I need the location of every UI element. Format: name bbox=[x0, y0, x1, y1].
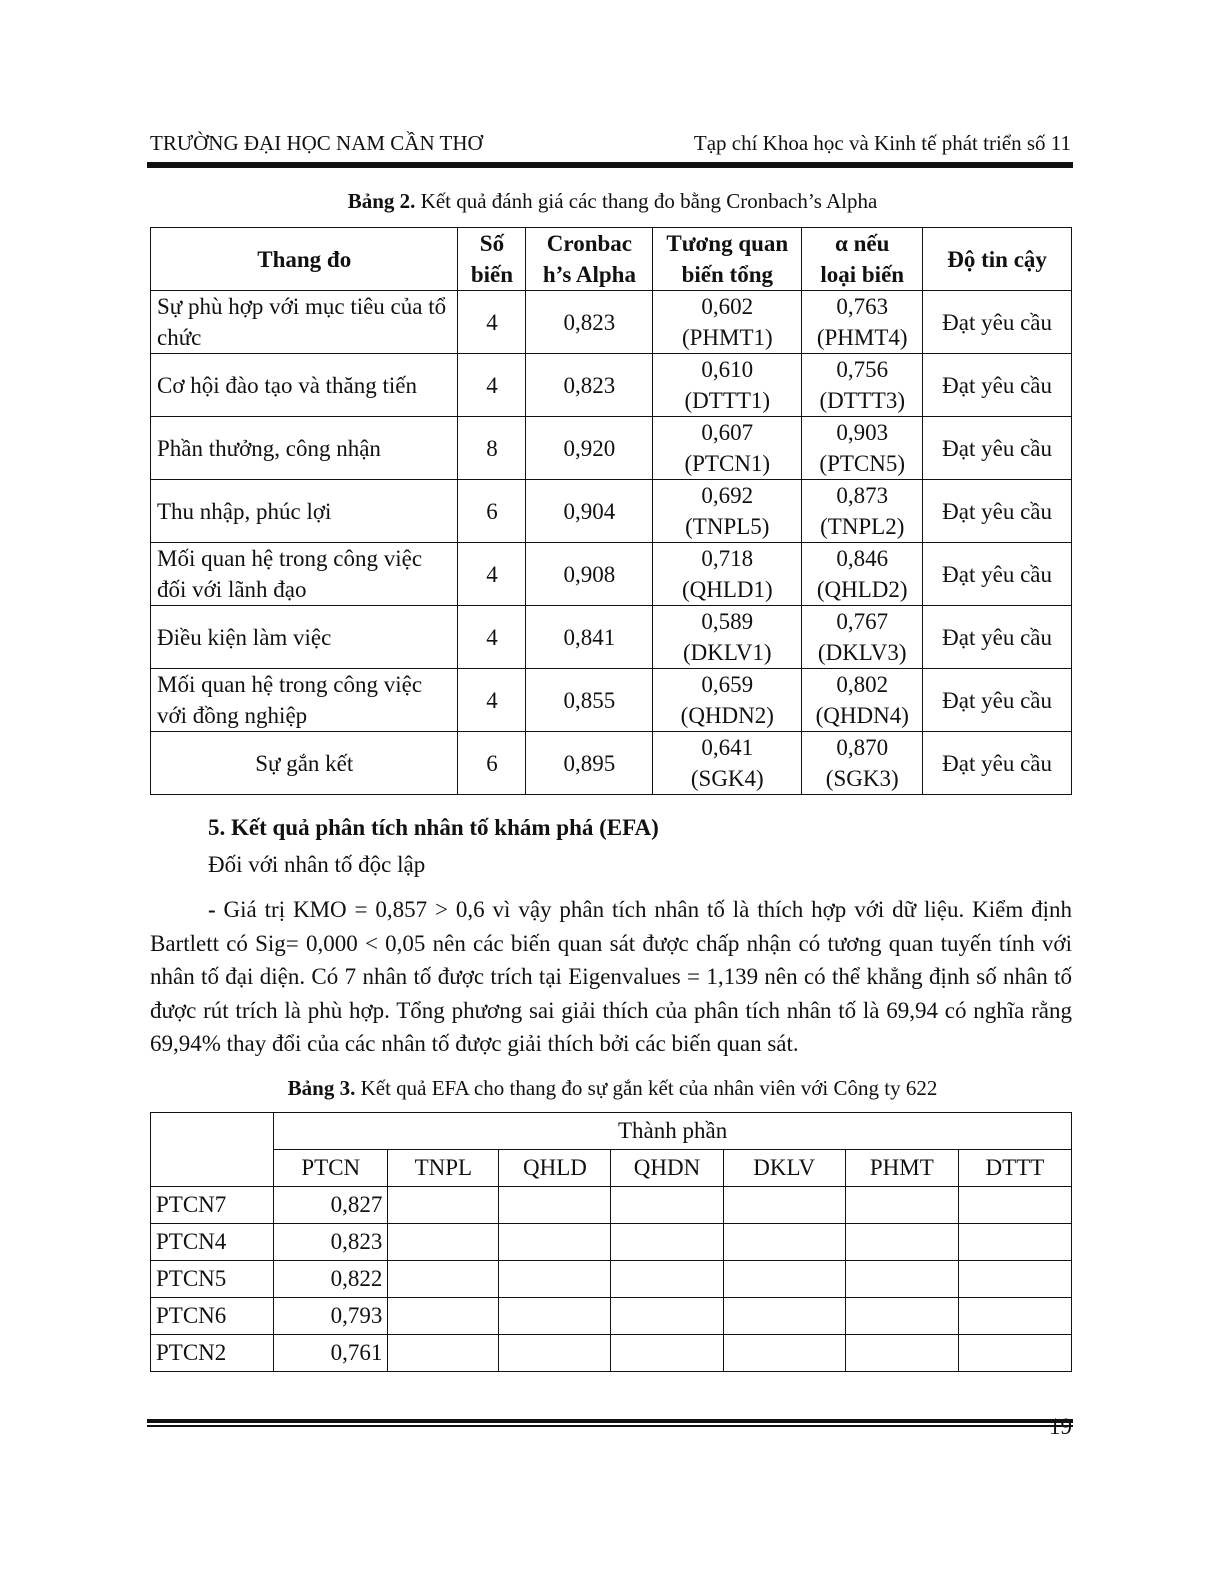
min-correlation-item: (QHDN2) bbox=[680, 703, 774, 728]
table3-row-label: PTCN6 bbox=[151, 1298, 274, 1335]
table3-loading-cell bbox=[845, 1261, 958, 1298]
table3-loading-cell bbox=[499, 1224, 611, 1261]
alpha-if-deleted-item: (TNPL2) bbox=[820, 514, 905, 539]
table3-row-label: PTCN5 bbox=[151, 1261, 274, 1298]
min-correlation-item: (DTTT1) bbox=[684, 388, 771, 413]
header-journal-title: Tạp chí Khoa học và Kinh tế phát triển số 11 bbox=[693, 131, 1071, 155]
table3-loading-cell bbox=[723, 1335, 845, 1372]
table3-loading-cell bbox=[723, 1187, 845, 1224]
reliability-cell: Đạt yêu cầu bbox=[923, 291, 1072, 354]
table3-loading-cell bbox=[723, 1224, 845, 1261]
table2-row bbox=[151, 417, 1072, 480]
cronbach-alpha-cell: 0,908 bbox=[526, 543, 653, 606]
table3-loading-cell bbox=[499, 1335, 611, 1372]
page-number: 19 bbox=[1049, 1414, 1072, 1439]
table3-loading-cell bbox=[958, 1335, 1071, 1372]
table2-header-cell: Tương quan biến tổng bbox=[653, 228, 802, 291]
table3-column-header: QHLD bbox=[499, 1150, 611, 1187]
min-correlation-value: 0,659 bbox=[701, 672, 754, 697]
alpha-if-deleted-item: (QHDN4) bbox=[815, 703, 909, 728]
item-count-cell: 4 bbox=[458, 606, 526, 669]
alpha-if-deleted-item: (DTTT3) bbox=[819, 388, 906, 413]
table3-corner-cell bbox=[151, 1113, 274, 1187]
table3-loading-cell bbox=[845, 1335, 958, 1372]
min-correlation-value: 0,607 bbox=[701, 420, 754, 445]
table3-loading-cell: 0,827 bbox=[274, 1187, 388, 1224]
table3-loading-cell bbox=[611, 1187, 723, 1224]
table3-loading-cell bbox=[499, 1298, 611, 1335]
table3-loading-cell: 0,822 bbox=[274, 1261, 388, 1298]
section-title: 5. Kết quả phân tích nhân tố khám phá (EFA) bbox=[208, 815, 659, 840]
cronbach-alpha-table bbox=[150, 227, 1072, 795]
table3-loading-cell bbox=[845, 1187, 958, 1224]
min-correlation-item: (PHMT1) bbox=[681, 325, 773, 350]
table2-row bbox=[151, 543, 1072, 606]
table3-row bbox=[151, 1187, 1072, 1224]
body-paragraph bbox=[150, 893, 1072, 1061]
scale-name-cell: Mối quan hệ trong công việc đối với lãnh đạo bbox=[151, 543, 458, 606]
item-total-correlation-cell bbox=[653, 417, 802, 480]
table3-column-header: DKLV bbox=[723, 1150, 845, 1187]
table3-loading-cell bbox=[611, 1335, 723, 1372]
reliability-cell: Đạt yêu cầu bbox=[923, 543, 1072, 606]
table3-row-label: PTCN4 bbox=[151, 1224, 274, 1261]
alpha-if-deleted-cell bbox=[802, 354, 923, 417]
table3-loading-cell bbox=[958, 1187, 1071, 1224]
table3-loading-cell bbox=[845, 1298, 958, 1335]
table2-header-cell: Cronbac h’s Alpha bbox=[526, 228, 653, 291]
min-correlation-value: 0,718 bbox=[701, 546, 754, 571]
min-correlation-value: 0,692 bbox=[701, 483, 754, 508]
table3-row bbox=[151, 1335, 1072, 1372]
header-rule bbox=[147, 162, 1073, 168]
table2-row bbox=[151, 480, 1072, 543]
alpha-if-deleted-item: (PTCN5) bbox=[819, 451, 906, 476]
table3-loading-cell bbox=[611, 1224, 723, 1261]
item-count-cell: 6 bbox=[458, 732, 526, 795]
alpha-if-deleted-value: 0,767 bbox=[836, 609, 889, 634]
alpha-if-deleted-value: 0,846 bbox=[836, 546, 889, 571]
cronbach-alpha-cell: 0,855 bbox=[526, 669, 653, 732]
table3-loading-cell bbox=[958, 1224, 1071, 1261]
table3-column-header: TNPL bbox=[388, 1150, 499, 1187]
table3-caption-label: Bảng 3. bbox=[287, 1076, 356, 1100]
table3-loading-cell bbox=[499, 1261, 611, 1298]
table3-loading-cell bbox=[611, 1298, 723, 1335]
table3-loading-cell bbox=[388, 1187, 499, 1224]
table2-caption-text: Kết quả đánh giá các thang đo bằng Cronbach’s Alpha bbox=[415, 189, 878, 213]
min-correlation-item: (DKLV1) bbox=[683, 640, 772, 665]
item-total-correlation-cell bbox=[653, 732, 802, 795]
table3-column-header: PTCN bbox=[274, 1150, 388, 1187]
alpha-if-deleted-value: 0,870 bbox=[836, 735, 889, 760]
item-count-cell: 6 bbox=[458, 480, 526, 543]
running-header bbox=[150, 131, 1071, 161]
table3-loading-cell: 0,793 bbox=[274, 1298, 388, 1335]
table3-row bbox=[151, 1298, 1072, 1335]
table2-caption-label: Bảng 2. bbox=[347, 189, 416, 213]
table3-caption bbox=[0, 1076, 1225, 1101]
table2-row bbox=[151, 354, 1072, 417]
min-correlation-value: 0,610 bbox=[701, 357, 754, 382]
table3-loading-cell bbox=[388, 1261, 499, 1298]
table2-header-row bbox=[151, 228, 1072, 291]
reliability-cell: Đạt yêu cầu bbox=[923, 480, 1072, 543]
item-total-correlation-cell bbox=[653, 480, 802, 543]
item-count-cell: 4 bbox=[458, 291, 526, 354]
min-correlation-value: 0,641 bbox=[701, 735, 754, 760]
alpha-if-deleted-cell bbox=[802, 291, 923, 354]
alpha-if-deleted-cell bbox=[802, 669, 923, 732]
table3-loading-cell bbox=[388, 1224, 499, 1261]
alpha-if-deleted-value: 0,756 bbox=[836, 357, 889, 382]
table2-row bbox=[151, 291, 1072, 354]
table3-row bbox=[151, 1224, 1072, 1261]
reliability-cell: Đạt yêu cầu bbox=[923, 669, 1072, 732]
alpha-if-deleted-item: (DKLV3) bbox=[817, 640, 907, 665]
table3-row bbox=[151, 1261, 1072, 1298]
table3-loading-cell bbox=[499, 1187, 611, 1224]
table2-row bbox=[151, 732, 1072, 795]
item-count-cell: 8 bbox=[458, 417, 526, 480]
cronbach-alpha-cell: 0,841 bbox=[526, 606, 653, 669]
min-correlation-item: (QHLD1) bbox=[681, 577, 773, 602]
alpha-if-deleted-cell bbox=[802, 543, 923, 606]
table3-column-header: DTTT bbox=[958, 1150, 1071, 1187]
table2-caption bbox=[0, 189, 1225, 214]
scale-name-cell: Sự gắn kết bbox=[151, 732, 458, 795]
alpha-if-deleted-value: 0,903 bbox=[836, 420, 889, 445]
table3-loading-cell bbox=[958, 1298, 1071, 1335]
item-total-correlation-cell bbox=[653, 606, 802, 669]
scale-name-cell: Điều kiện làm việc bbox=[151, 606, 458, 669]
table3-loading-cell bbox=[388, 1298, 499, 1335]
table3-column-header-row bbox=[151, 1150, 1072, 1187]
item-total-correlation-cell bbox=[653, 354, 802, 417]
table3-loading-cell bbox=[723, 1261, 845, 1298]
alpha-if-deleted-value: 0,873 bbox=[836, 483, 889, 508]
table3-caption-text: Kết quả EFA cho thang đo sự gắn kết của nhân viên với Công ty 622 bbox=[355, 1076, 938, 1100]
alpha-if-deleted-cell bbox=[802, 417, 923, 480]
cronbach-alpha-cell: 0,823 bbox=[526, 354, 653, 417]
table3-loading-cell bbox=[845, 1224, 958, 1261]
table2-header-cell: Số biến bbox=[458, 228, 526, 291]
reliability-cell: Đạt yêu cầu bbox=[923, 354, 1072, 417]
reliability-cell: Đạt yêu cầu bbox=[923, 417, 1072, 480]
item-total-correlation-cell bbox=[653, 543, 802, 606]
alpha-if-deleted-value: 0,802 bbox=[836, 672, 889, 697]
cronbach-alpha-cell: 0,904 bbox=[526, 480, 653, 543]
alpha-if-deleted-cell bbox=[802, 606, 923, 669]
alpha-if-deleted-item: (QHLD2) bbox=[816, 577, 908, 602]
scale-name-cell: Mối quan hệ trong công việc với đồng nghiệp bbox=[151, 669, 458, 732]
table3-row-label: PTCN7 bbox=[151, 1187, 274, 1224]
table3-loading-cell bbox=[958, 1261, 1071, 1298]
table3-group-header: Thành phần bbox=[274, 1113, 1072, 1150]
paragraph-text: Giá trị KMO = 0,857 > 0,6 vì vậy phân tích nhân tố là thích hợp với dữ liệu. Kiểm định Bartlett có Sig= 0,000 < 0,05 nên các biến quan sát được chấp nhận có tương quan tuyến tính với nhân tố đại diện. Có 7 nhân tố được trích tại Eigenvalues = 1,139 nên có thể khẳng định số nhân tố được rút trích là phù hợp. Tổng phương sai giải thích của phân tích nhân tố là 69,94 có nghĩa rằng 69,94% thay đổi của các nhân tố được giải thích bởi các biến quan sát. bbox=[150, 897, 1072, 1056]
table2-row bbox=[151, 606, 1072, 669]
cronbach-alpha-cell: 0,920 bbox=[526, 417, 653, 480]
item-count-cell: 4 bbox=[458, 354, 526, 417]
table2-header-cell: Thang đo bbox=[151, 228, 458, 291]
header-journal-institution: TRƯỜNG ĐẠI HỌC NAM CẦN THƠ bbox=[150, 131, 483, 155]
alpha-if-deleted-value: 0,763 bbox=[836, 294, 889, 319]
reliability-cell: Đạt yêu cầu bbox=[923, 732, 1072, 795]
min-correlation-item: (SGK4) bbox=[690, 766, 764, 791]
item-total-correlation-cell bbox=[653, 669, 802, 732]
min-correlation-item: (TNPL5) bbox=[685, 514, 770, 539]
cronbach-alpha-cell: 0,823 bbox=[526, 291, 653, 354]
section-subhead: Đối với nhân tố độc lập bbox=[208, 852, 426, 877]
table3-row-label: PTCN2 bbox=[151, 1335, 274, 1372]
min-correlation-value: 0,589 bbox=[701, 609, 754, 634]
item-count-cell: 4 bbox=[458, 543, 526, 606]
scale-name-cell: Cơ hội đào tạo và thăng tiến bbox=[151, 354, 458, 417]
table2-header-cell: α nếu loại biến bbox=[802, 228, 923, 291]
table3-column-header: QHDN bbox=[611, 1150, 723, 1187]
table3-loading-cell bbox=[723, 1298, 845, 1335]
alpha-if-deleted-cell bbox=[802, 732, 923, 795]
alpha-if-deleted-item: (SGK3) bbox=[825, 766, 899, 791]
footer-rule bbox=[147, 1419, 1073, 1427]
scale-name-cell: Thu nhập, phúc lợi bbox=[151, 480, 458, 543]
table3-group-row bbox=[151, 1113, 1072, 1150]
item-count-cell: 4 bbox=[458, 669, 526, 732]
alpha-if-deleted-cell bbox=[802, 480, 923, 543]
table2-row bbox=[151, 669, 1072, 732]
table3-loading-cell: 0,823 bbox=[274, 1224, 388, 1261]
table2-header-cell: Độ tin cậy bbox=[923, 228, 1072, 291]
alpha-if-deleted-item: (PHMT4) bbox=[816, 325, 908, 350]
scale-name-cell: Phần thưởng, công nhận bbox=[151, 417, 458, 480]
table3-column-header: PHMT bbox=[845, 1150, 958, 1187]
min-correlation-item: (PTCN1) bbox=[684, 451, 771, 476]
table3-loading-cell: 0,761 bbox=[274, 1335, 388, 1372]
table3-loading-cell bbox=[611, 1261, 723, 1298]
min-correlation-value: 0,602 bbox=[701, 294, 754, 319]
scale-name-cell: Sự phù hợp với mục tiêu của tổ chức bbox=[151, 291, 458, 354]
item-total-correlation-cell bbox=[653, 291, 802, 354]
paragraph-bullet: - bbox=[208, 897, 216, 922]
cronbach-alpha-cell: 0,895 bbox=[526, 732, 653, 795]
efa-table bbox=[150, 1112, 1072, 1372]
reliability-cell: Đạt yêu cầu bbox=[923, 606, 1072, 669]
table3-loading-cell bbox=[388, 1335, 499, 1372]
